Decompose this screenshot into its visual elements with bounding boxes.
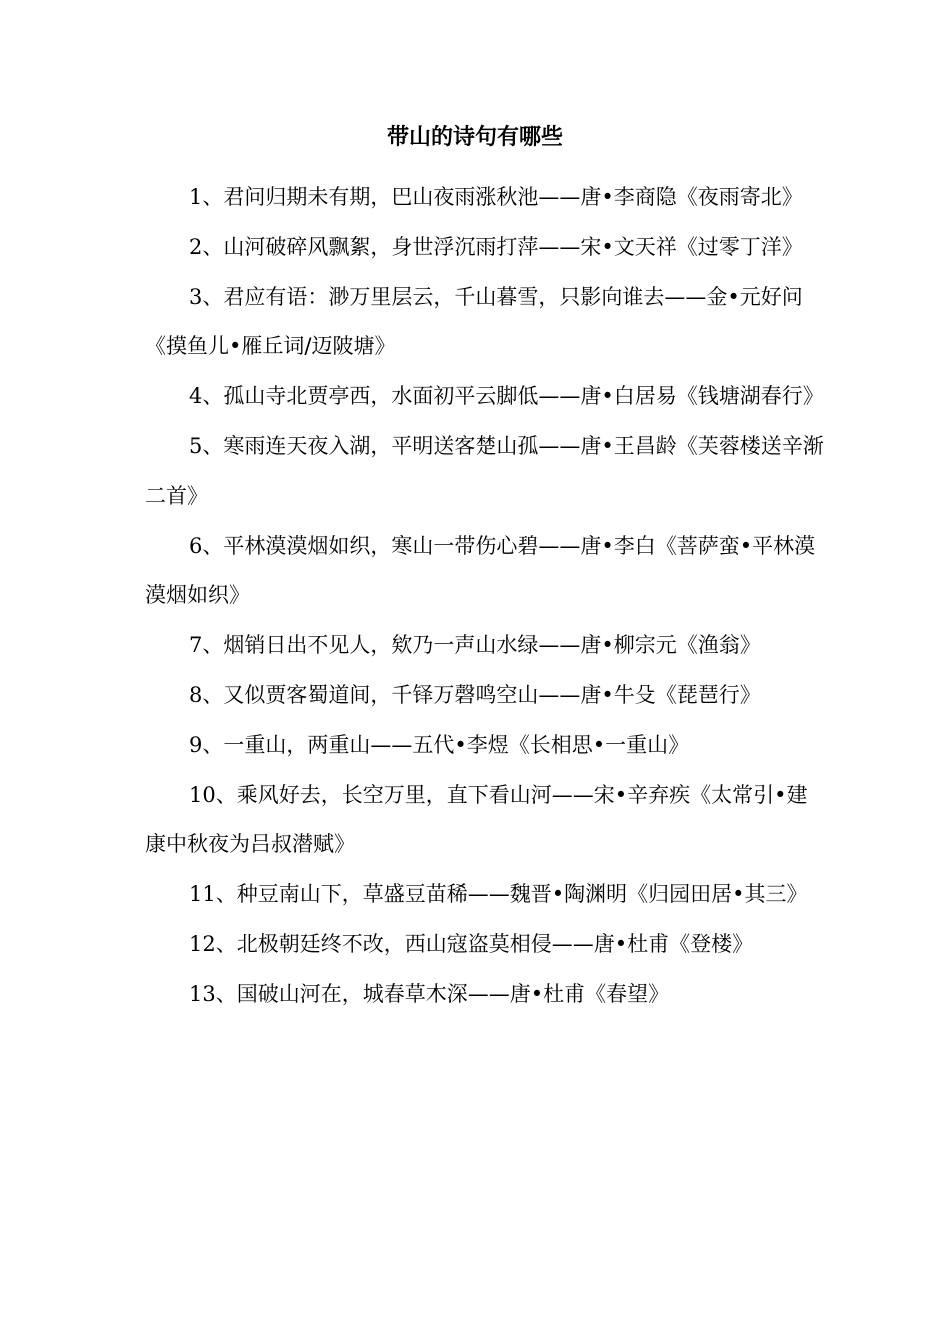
item-text: 、寒雨连天夜入湖，平明送客楚山孤——唐•王昌龄《芙蓉楼送辛渐二首》: [145, 433, 824, 508]
item-text: 、平林漠漠烟如织，寒山一带伤心碧——唐•李白《菩萨蛮•平林漠漠烟如织》: [145, 533, 816, 608]
item-text: 、君问归期未有期，巴山夜雨涨秋池——唐•李商隐《夜雨寄北》: [202, 185, 803, 209]
item-text: 、北极朝廷终不改，西山寇盗莫相侵——唐•杜甫《登楼》: [215, 931, 754, 956]
item-text: 、又似贾客蜀道间，千铎万磬鸣空山——唐•牛殳《琵琶行》: [202, 682, 761, 707]
item-number: 1: [189, 185, 203, 209]
item-text: 、孤山寺北贾亭西，水面初平云脚低——唐•白居易《钱塘湖春行》: [202, 384, 824, 409]
item-text: 、山河破碎风飘絮，身世浮沉雨打萍——宋•文天祥《过零丁洋》: [202, 234, 803, 259]
list-item: [145, 422, 825, 522]
list-item: [145, 522, 825, 622]
list-item: [145, 771, 825, 871]
list-item: [145, 970, 825, 1020]
item-text: 、种豆南山下，草盛豆苗稀——魏晋•陶渊明《归园田居•其三》: [215, 882, 808, 907]
list-item: [145, 721, 825, 771]
item-number: 12: [189, 931, 216, 956]
item-number: 10: [189, 782, 216, 807]
poem-list: [145, 173, 825, 1020]
item-number: 9: [189, 732, 203, 757]
list-item: [145, 273, 825, 373]
item-number: 11: [189, 882, 216, 907]
item-text: 、一重山，两重山——五代•李煜《长相思•一重山》: [202, 732, 690, 757]
item-number: 5: [189, 433, 203, 458]
item-text: 、国破山河在，城春草木深——唐•杜甫《春望》: [215, 981, 670, 1006]
item-text: 、烟销日出不见人，欸乃一声山水绿——唐•柳宗元《渔翁》: [202, 633, 761, 658]
list-item: [145, 920, 825, 970]
item-number: 13: [189, 981, 216, 1006]
item-number: 7: [189, 633, 203, 658]
item-text: 、君应有语：渺万里层云，千山暮雪，只影向谁去——金•元好问《摸鱼儿•雁丘词/迈陂塘》: [145, 284, 803, 359]
item-number: 6: [189, 533, 203, 558]
page-title: 带山的诗句有哪些: [386, 125, 563, 150]
list-item: [145, 173, 825, 223]
item-number: 8: [189, 682, 203, 707]
list-item: [145, 223, 825, 273]
list-item: [145, 621, 825, 671]
list-item: [145, 671, 825, 721]
item-number: 2: [189, 234, 203, 259]
item-number: 3: [189, 284, 203, 309]
item-text: 、乘风好去，长空万里，直下看山河——宋•辛弃疾《太常引•建康中秋夜为吕叔潜赋》: [145, 782, 808, 857]
list-item: [145, 870, 825, 920]
item-number: 4: [189, 384, 203, 409]
list-item: [145, 372, 825, 422]
